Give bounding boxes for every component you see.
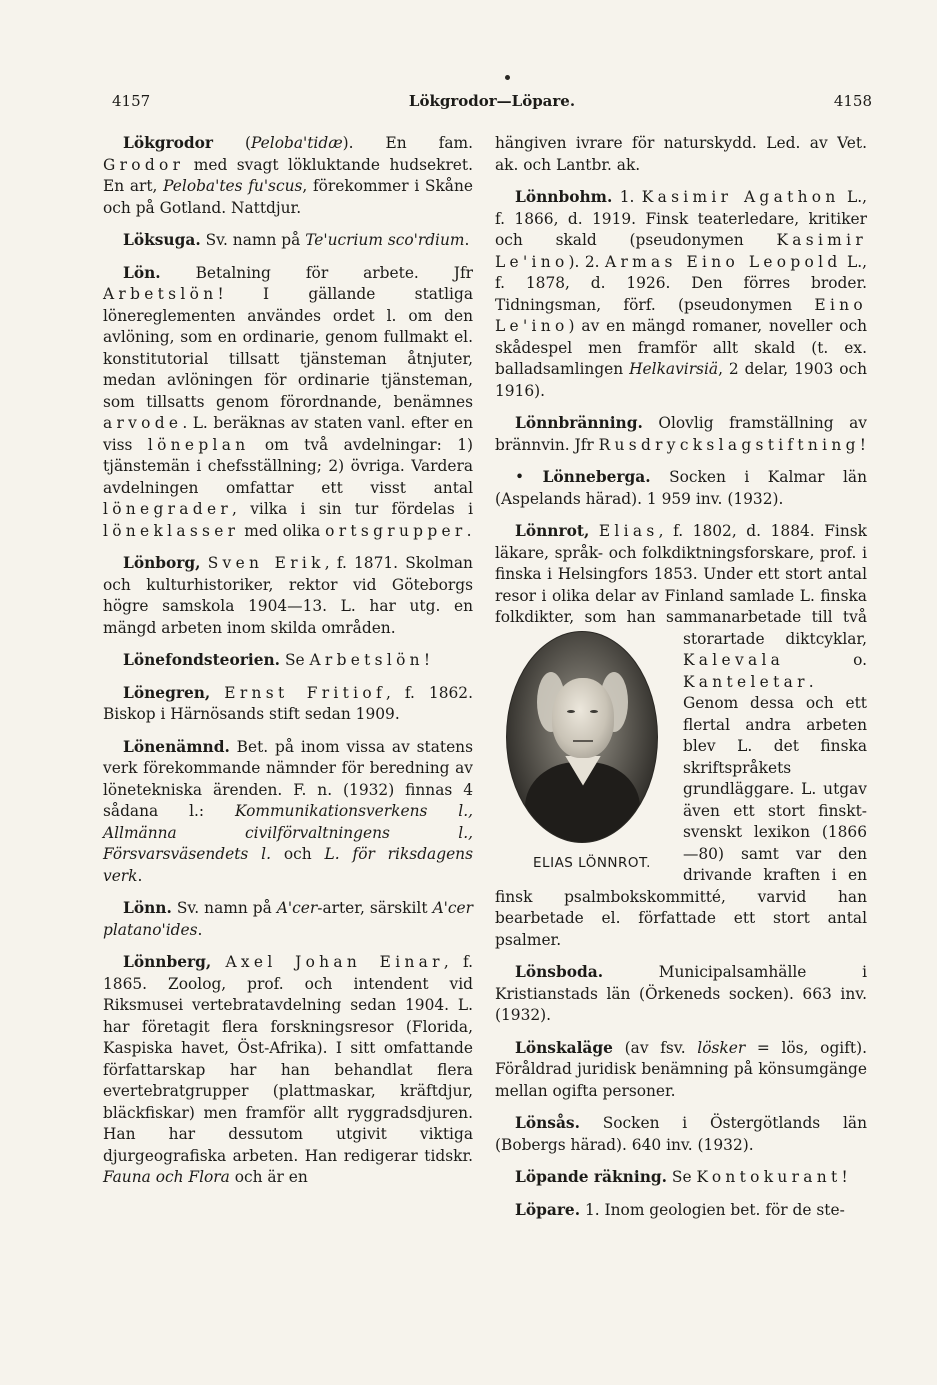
entry-text: . <box>197 920 203 939</box>
spaced-name: Kasimir Le'ino <box>495 231 867 271</box>
entry-text: Olovlig framställning av brännvin. Jfr <box>495 414 867 454</box>
headword: Lönskaläge <box>515 1038 613 1057</box>
entry-text: ( <box>213 134 252 152</box>
spaced-reference: lönegrader <box>103 500 233 518</box>
printer-dot <box>505 75 510 80</box>
spaced-name: Sven Erik <box>207 554 325 572</box>
entry-text: ! <box>841 1168 848 1186</box>
headword: Lön. <box>123 263 161 282</box>
entry-text <box>211 953 225 971</box>
spaced-reference: Arbetslön <box>103 285 218 303</box>
entry-text: (av fsv. <box>612 1038 698 1057</box>
spaced-reference: löneklasser <box>103 521 240 540</box>
entry-lonskalage <box>495 1038 867 1103</box>
headword: Lönnbränning. <box>515 414 643 432</box>
entry-text: , f. 1802, d. 1884. Finsk läkare, språk- och folkdiktningsforskare, prof. i finska i Helsingfors 1853. Under ett stort antal resor i olika delar av Finland samlade L. finska folkdikter, som han sammanarbetade till två storartade diktcyklar, <box>495 522 867 648</box>
entry-text: , f. 1865. Zoolog, prof. och intendent vid Riksmusei vertebratavdelning sedan 1904. L. har företagit flera forskningsresor (Florida, Kaspiska havet, Öst-Afrika). I sitt omfattande författarskap har han behandlat flera evertebratgrupper (plattmaskar, kräftdjur, bläckfiskar) men framför allt ryggradsdjuren. Han har dessutom utgivit viktiga djurgeografiska arbeten. Han redigerar tidskr. <box>103 953 473 1165</box>
entry-lonsboda <box>495 962 867 1027</box>
entry-text: 1. <box>612 188 642 206</box>
spaced-reference: Grodor <box>103 155 185 174</box>
italic-text: Helkavirsiä <box>629 360 719 378</box>
entry-text: med svagt lökluktande hudsekret. En art, <box>103 155 473 195</box>
entry-lonnrot <box>495 521 867 951</box>
scientific-name: Te'ucrium sco'rdium <box>305 231 465 249</box>
page-header <box>112 92 872 116</box>
entry-text: Bet. på inom vissa av statens verk förekommande nämnder för beredning av lönetekniska ärenden. F. n. (1932) finnas 4 sådana l.: <box>103 737 473 820</box>
spaced-reference: arvode <box>103 414 183 432</box>
left-column <box>103 133 473 1200</box>
entry-text: ! <box>423 651 431 669</box>
entry-lon <box>103 263 473 543</box>
headword: Löpande räkning. <box>515 1168 668 1186</box>
headword: Löksuga. <box>123 231 201 249</box>
headword: Löpare. <box>515 1200 581 1219</box>
entry-text: , vilka i sin tur fördelas i <box>232 500 473 518</box>
entry-text: ! I gällande statliga lönereglementen användes ordet l. om den avlöning, som en ordinarie, genom fullmakt el. konstitutorial tillsatt tjänsteman åtnjuter, medan avlöningen för ordinarie tjänsteman, som tillsatts genom förordnande, benämnes <box>103 285 473 411</box>
headword: Lönn. <box>123 899 172 917</box>
entry-text: -arter, särskilt <box>317 899 433 917</box>
entry-text: . <box>137 866 143 885</box>
entry-text: Betalning för arbete. Jfr <box>160 263 473 282</box>
entry-continuation: hängiven ivrare för naturskydd. Led. av Vet. ak. och Lantbr. ak. <box>495 134 867 174</box>
entry-text: Se <box>280 651 310 669</box>
spaced-name: Armas Eino Leopold <box>605 252 842 271</box>
spaced-reference: ortsgrupper <box>325 521 467 540</box>
entry-text: . Genom dessa och ett flertal andra arbeten blev L. det finska skriftspråkets grundläggare. L. utgav även ett stort finskt-svenskt lexikon (1866—80) samt var den drivande kraften i en finsk psalmbokskommitté, varvid han bearbetade el. författade ett stort antal psalmer. <box>495 672 867 949</box>
entry-text: Sv. namn på <box>200 231 306 249</box>
entry-lonnberg <box>103 952 473 1189</box>
portrait-figure <box>487 631 677 879</box>
entry-text: , f. 1862. Biskop i Härnösands stift sedan 1909. <box>103 683 473 723</box>
spaced-title: Kanteletar <box>683 672 809 691</box>
entry-text: Socken i Kalmar län (Aspelands härad). 1 959 inv. (1932). <box>495 468 867 508</box>
headword: Lönnbohm. <box>515 188 613 206</box>
entry-lonenamnd <box>103 737 473 888</box>
page-number-left: 4157 <box>112 92 151 110</box>
entry-text: och är en <box>229 1168 308 1186</box>
scientific-name: Peloba'tes fu'scus <box>163 177 303 195</box>
headword: Lönnberg, <box>123 953 212 971</box>
italic-text: Fauna och Flora <box>103 1168 230 1186</box>
entry-loksuga <box>103 230 473 252</box>
entry-text: med olika <box>239 521 326 540</box>
portrait-image <box>506 631 658 843</box>
entry-text: o. <box>784 651 867 669</box>
spaced-reference: Kontokurant <box>696 1168 842 1186</box>
headword: Lönneberga. <box>542 468 651 486</box>
entry-text: , förekommer i Skåne och på Gotland. Nattdjur. <box>103 177 473 217</box>
entry-text: Municipalsamhälle i Kristianstads län (Örkeneds socken). 663 inv. (1932). <box>495 963 867 1024</box>
entry-text: L., f. 1878, d. 1926. Den förres broder. Tidningsman, förf. (pseudonymen <box>495 252 867 314</box>
entry-lopande-rakning <box>495 1167 867 1189</box>
entry-text: ). En fam. <box>342 134 474 152</box>
entry-text <box>589 522 599 540</box>
entry-text: L., f. 1866, d. 1919. Finsk teaterledare, kritiker och skald (pseudonymen <box>495 188 867 249</box>
headword: Lönsås. <box>515 1114 580 1132</box>
italic-text: L. för riksdagens verk <box>103 845 473 885</box>
entry-text: om två avdelningar: 1) tjänstemän i chefsställning; 2) övriga. Vardera avdelningen omfattar ett visst antal <box>103 435 473 497</box>
spaced-reference: löneplan <box>147 435 250 454</box>
entry-text <box>210 684 224 702</box>
entry-lonn <box>103 898 473 941</box>
entry-lonnbohm <box>495 187 867 402</box>
entry-lonneberga <box>495 467 867 510</box>
spaced-name: Kasimir Agathon <box>641 188 840 206</box>
entry-lonborg <box>103 553 473 639</box>
entry-lonsas <box>495 1113 867 1156</box>
spaced-name: Ernst Fritiof <box>224 683 386 702</box>
scientific-name: A'cer <box>276 899 318 917</box>
entry-text: ! <box>859 435 866 454</box>
entry-text: , 2 delar, 1903 och 1916). <box>495 360 867 400</box>
entry-text: 1. Inom geologien bet. för de ste- <box>580 1200 845 1219</box>
entry-lokgrodor <box>103 133 473 219</box>
entry-text: ) av en mängd romaner, noveller och skådespel men framför allt skald (t. ex. balladsamlingen <box>495 317 867 378</box>
scientific-name: A'cer platano'ides <box>103 899 473 939</box>
entry-lonnbranning <box>495 413 867 456</box>
spaced-name: Axel Johan Einar <box>225 953 444 971</box>
headword: Lönnrot, <box>515 522 590 540</box>
italic-text: lösker <box>697 1038 746 1057</box>
entry-lonefondsteorien <box>103 650 473 672</box>
entry-text: ). 2. <box>568 252 606 271</box>
entry-text: Sv. namn på <box>171 899 277 917</box>
entry-text: Socken i Östergötlands län (Bobergs härad). 640 inv. (1932). <box>495 1114 867 1154</box>
entry-text: . <box>466 521 472 540</box>
entry-text: = lös, ogift). Föråldrad juridisk benämning på könsumgänge mellan ogifta personer. <box>495 1038 867 1100</box>
running-title: Lökgrodor—Löpare. <box>408 92 576 110</box>
entry-lopare <box>495 1200 867 1222</box>
headword: Lökgrodor <box>123 134 214 152</box>
italic-text: Kommunikationsverkens l., Allmänna civilförvaltningens l., Försvarsväsendets l. <box>103 802 473 863</box>
spaced-name: Elias <box>598 522 659 540</box>
spaced-title: Kalevala <box>683 651 785 669</box>
spaced-reference: Rusdryckslagstiftning <box>598 435 860 454</box>
headword: Lönborg, <box>123 554 201 572</box>
figure-caption: ELIAS LÖNNROT. <box>533 854 651 871</box>
entry-text: Se <box>667 1168 697 1186</box>
bullet-mark: • <box>515 468 543 486</box>
entry-text: och <box>271 845 325 863</box>
spaced-reference: Arbetslön <box>309 651 424 669</box>
entry-text: . L. beräknas av staten vanl. efter en viss <box>103 414 473 454</box>
spaced-name: Eino Le'ino <box>495 295 867 335</box>
headword: Lönsboda. <box>515 963 604 981</box>
page-number-right: 4158 <box>833 92 872 110</box>
entry-text: , f. 1871. Skolman och kulturhistoriker, rektor vid Göteborgs högre samskola 1904—13. L. har utg. en mängd arbeten inom skilda områden. <box>103 554 473 637</box>
headword: Lönenämnd. <box>123 737 230 756</box>
right-column <box>495 133 867 1232</box>
headword: Lönegren, <box>123 683 211 702</box>
entry-lonegren <box>103 683 473 726</box>
scientific-name: Peloba'tidæ <box>251 134 343 152</box>
headword: Lönefondsteorien. <box>123 651 281 669</box>
entry-text <box>201 554 208 572</box>
entry-text: . <box>464 231 470 249</box>
